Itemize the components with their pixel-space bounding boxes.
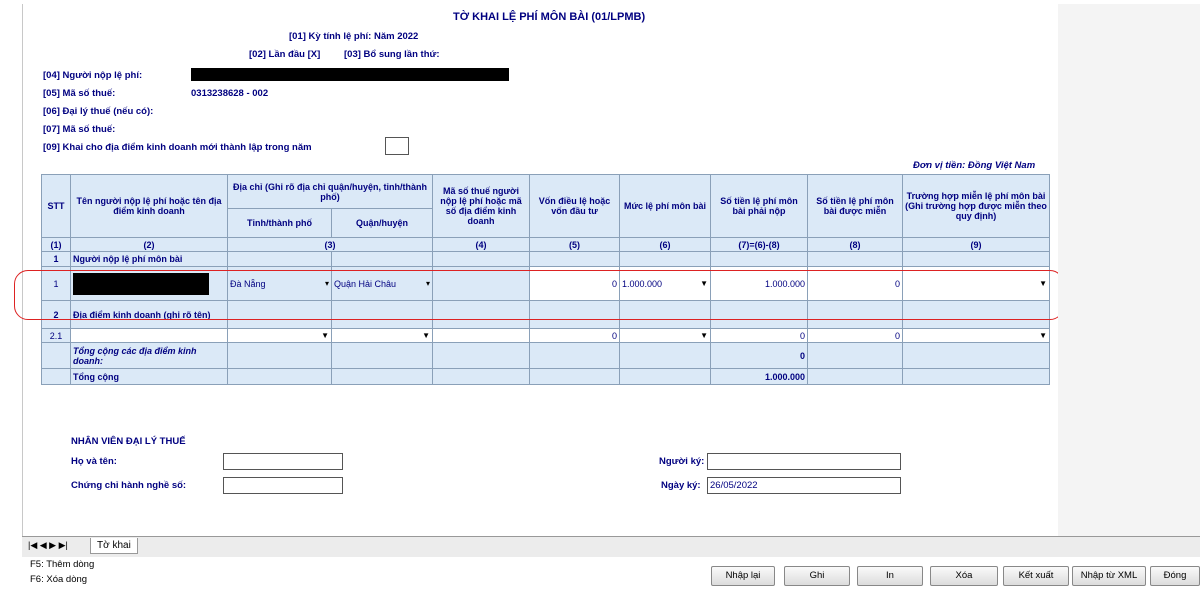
chevron-down-icon: ▼: [1039, 279, 1047, 288]
empty-cell: [433, 369, 530, 385]
table-row: [42, 329, 1050, 343]
sheet-nav-arrows[interactable]: |◀ ◀ ▶ ▶|: [28, 540, 68, 550]
ghi-button[interactable]: Ghi: [784, 566, 850, 586]
empty-cell: [530, 343, 620, 369]
chevron-down-icon: ▼: [1039, 331, 1047, 340]
currency-unit: Đơn vị tiền: Đồng Việt Nam: [913, 160, 1036, 171]
header-so-tien-nop: Số tiền lệ phí môn bài phải nộp: [711, 175, 808, 238]
empty-cell: [808, 252, 903, 267]
f5-hint: F5: Thêm dòng: [30, 559, 95, 570]
empty-cell: [903, 343, 1050, 369]
agent-name-label: Họ và tên:: [71, 456, 117, 467]
empty-cell: [332, 369, 433, 385]
empty-cell: [228, 252, 332, 267]
row21-truong-hop-select[interactable]: [903, 329, 1050, 343]
empty-cell: [332, 343, 433, 369]
header-von: Vốn điều lệ hoặc vốn đầu tư: [530, 175, 620, 238]
empty-cell: [808, 369, 903, 385]
row1-header-stt: 1: [42, 252, 71, 267]
chevron-down-icon: ▼: [321, 331, 329, 340]
lan-dau: [02] Lần đầu [X]: [249, 49, 321, 60]
tong-value: 1.000.000: [711, 369, 808, 385]
xoa-button[interactable]: Xóa: [930, 566, 998, 586]
field-07-label: [07] Mã số thuế:: [43, 124, 116, 135]
row2-header-stt: 2: [42, 301, 71, 329]
agent-cert-label: Chứng chỉ hành nghề số:: [71, 480, 187, 491]
header-so-tien-mien: Số tiền lệ phí môn bài được miễn: [808, 175, 903, 238]
row21-mien[interactable]: 0: [808, 329, 903, 343]
chevron-down-icon: ▾: [324, 278, 329, 288]
header-mst: Mã số thuế người nộp lệ phí hoặc mã số địa điểm kinh doanh: [433, 175, 530, 238]
row21-quan-select[interactable]: [332, 329, 433, 343]
tong-dd-value: 0: [711, 343, 808, 369]
colnum: (5): [530, 238, 620, 252]
row21-muc-select[interactable]: [620, 329, 711, 343]
sign-date-label: Ngày ký:: [661, 480, 701, 491]
row1-quan-value: Quận Hải Châu: [334, 278, 397, 289]
header-dia-chi: Địa chỉ (Ghi rõ địa chỉ quận/huyện, tỉnh/thành phố): [228, 175, 433, 209]
field-04-label: [04] Người nộp lệ phí:: [43, 70, 143, 81]
row1-header-label: Người nộp lệ phí môn bài: [71, 252, 228, 267]
header-ten: Tên người nộp lệ phí hoặc tên địa điểm kinh doanh: [71, 175, 228, 238]
row1-muc-value: 1.000.000: [622, 278, 663, 289]
row21-tinh-select[interactable]: [228, 329, 332, 343]
row21-von[interactable]: 0: [530, 329, 620, 343]
new-location-checkbox[interactable]: [385, 137, 409, 155]
empty-cell: [332, 252, 433, 267]
nhap-xml-button[interactable]: Nhập từ XML: [1072, 566, 1146, 586]
ket-xuat-button[interactable]: Kết xuất: [1003, 566, 1069, 586]
field-09-label: [09] Khai cho địa điểm kinh doanh mới thành lập trong năm: [43, 142, 312, 153]
bo-sung: [03] Bổ sung lần thứ:: [344, 49, 440, 60]
header-muc: Mức lệ phí môn bài: [620, 175, 711, 238]
dong-button[interactable]: Đóng: [1150, 566, 1200, 586]
row21-name[interactable]: [71, 329, 228, 343]
chevron-down-icon: ▼: [422, 331, 430, 340]
row21-stt: 2.1: [42, 329, 71, 343]
signer-input[interactable]: [707, 453, 901, 470]
agent-title: NHÂN VIÊN ĐẠI LÝ THUẾ: [71, 436, 186, 447]
sign-date-input[interactable]: 26/05/2022: [707, 477, 901, 494]
header-quan: Quận/huyện: [332, 209, 433, 238]
tab-to-khai[interactable]: Tờ khai: [90, 538, 138, 554]
row1-tinh-value: Đà Nẵng: [230, 278, 266, 289]
colnum: (4): [433, 238, 530, 252]
chevron-down-icon: ▼: [700, 278, 708, 288]
form-title: TỜ KHAI LỆ PHÍ MÔN BÀI (01/LPMB): [453, 11, 646, 23]
nhap-lai-button[interactable]: Nhập lại: [711, 566, 775, 586]
right-pane: [1058, 4, 1200, 536]
empty-cell: [42, 369, 71, 385]
agent-name-input[interactable]: [223, 453, 343, 470]
empty-cell: [808, 343, 903, 369]
agent-cert-input[interactable]: [223, 477, 343, 494]
row1-mien[interactable]: 0: [808, 267, 903, 301]
header-tinh: Tỉnh/thành phố: [228, 209, 332, 238]
in-button[interactable]: In: [857, 566, 923, 586]
empty-cell: [903, 369, 1050, 385]
colnum: (7)=(6)-(8): [711, 238, 808, 252]
redacted-name: [191, 68, 509, 81]
colnum: (2): [71, 238, 228, 252]
colnum: (8): [808, 238, 903, 252]
colnum: (6): [620, 238, 711, 252]
empty-cell: [620, 252, 711, 267]
empty-cell: [903, 252, 1050, 267]
tong-label: Tổng cộng: [71, 369, 228, 385]
empty-cell: [433, 343, 530, 369]
empty-cell: [530, 252, 620, 267]
tax-code-value: 0313238628 - 002: [191, 88, 269, 99]
empty-cell: [228, 369, 332, 385]
row2-header-label: Địa điểm kinh doanh (ghi rõ tên): [71, 301, 228, 329]
chevron-down-icon: ▼: [700, 331, 708, 340]
highlight-annotation: [14, 270, 1064, 320]
tong-dd-label: Tổng cộng các địa điểm kinh doanh:: [71, 343, 228, 369]
empty-cell: [711, 252, 808, 267]
ky-tinh: [01] Kỳ tính lệ phí: Năm 2022: [289, 31, 419, 42]
field-05-label: [05] Mã số thuế:: [43, 88, 116, 99]
empty-cell: [530, 369, 620, 385]
row1-stt: 1: [42, 267, 71, 301]
f6-hint: F6: Xóa dòng: [30, 574, 88, 585]
header-stt: STT: [42, 175, 71, 238]
signer-label: Người ký:: [659, 456, 705, 467]
empty-cell: [228, 343, 332, 369]
row1-nop: 1.000.000: [711, 267, 808, 301]
chevron-down-icon: ▾: [425, 278, 430, 288]
empty-cell: [620, 369, 711, 385]
field-06-label: [06] Đại lý thuế (nếu có):: [43, 106, 154, 117]
header-truong-hop: Trường hợp miễn lệ phí môn bài (Ghi trường hợp được miễn theo quy định): [903, 175, 1050, 238]
row21-nop: 0: [711, 329, 808, 343]
row21-mst[interactable]: [433, 329, 530, 343]
colnum: (3): [228, 238, 433, 252]
empty-cell: [42, 343, 71, 369]
sheet-tab-bar: [22, 536, 1200, 557]
colnum: (1): [42, 238, 71, 252]
empty-cell: [620, 343, 711, 369]
colnum: (9): [903, 238, 1050, 252]
empty-cell: [433, 252, 530, 267]
row1-von[interactable]: 0: [530, 267, 620, 301]
